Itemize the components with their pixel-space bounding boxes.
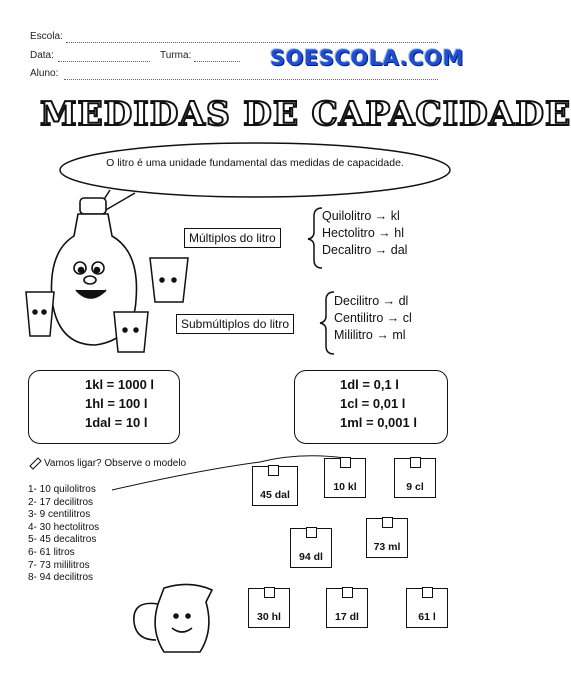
conversion-line: 1hl = 100 l bbox=[85, 396, 148, 411]
date-label: Data: bbox=[30, 50, 54, 61]
pencil-icon bbox=[30, 458, 41, 469]
list-item: 4- 30 hectolitros bbox=[28, 521, 100, 533]
conversion-line: 1cl = 0,01 l bbox=[340, 396, 406, 411]
multiples-label: Múltiplos do litro bbox=[184, 228, 281, 248]
conversion-line: 1kl = 1000 l bbox=[85, 377, 155, 392]
list-item: 2- 17 decilitros bbox=[28, 496, 94, 508]
submultiples-label: Submúltiplos do litro bbox=[176, 314, 294, 334]
submultiple-item: Decilitro → dl bbox=[334, 294, 409, 308]
conversion-line: 1ml = 0,001 l bbox=[340, 415, 417, 430]
jug-drawing bbox=[134, 584, 212, 652]
multiple-item: Quilolitro → kl bbox=[322, 209, 400, 223]
list-item: 1- 10 quilolitros bbox=[28, 484, 96, 495]
activity-instruction: Vamos ligar? Observe o modelo bbox=[44, 458, 187, 469]
submultiple-item: Centilitro → cl bbox=[334, 311, 412, 325]
school-label: Escola: bbox=[30, 31, 63, 42]
answer-card[interactable]: 10 kl bbox=[324, 458, 366, 498]
list-item: 5- 45 decalitros bbox=[28, 534, 97, 546]
conversion-line: 1dal = 10 l bbox=[85, 415, 148, 430]
activity-list bbox=[28, 484, 99, 585]
list-item: 3- 9 centilitros bbox=[28, 509, 91, 521]
student-label: Aluno: bbox=[30, 68, 59, 79]
list-item: 7- 73 mililitros bbox=[28, 559, 90, 571]
multiples-list bbox=[322, 208, 407, 259]
submultiples-list bbox=[334, 293, 412, 344]
class-label: Turma: bbox=[160, 50, 192, 61]
multiples-conversions bbox=[85, 375, 154, 432]
submultiples-conversions bbox=[340, 375, 417, 432]
multiples-brace bbox=[308, 208, 322, 268]
answer-card[interactable]: 17 dl bbox=[326, 588, 368, 628]
answer-card[interactable]: 45 dal bbox=[252, 466, 298, 506]
submultiples-brace bbox=[320, 292, 334, 354]
list-item: 8- 94 decilitros bbox=[28, 572, 94, 584]
intro-text: O litro é uma unidade fundamental das medidas de capacidade. bbox=[106, 157, 404, 169]
speech-bubble bbox=[60, 143, 450, 197]
answer-card[interactable]: 94 dl bbox=[290, 528, 332, 568]
answer-card[interactable]: 61 l bbox=[406, 588, 448, 628]
submultiple-item: Mililitro → ml bbox=[334, 328, 406, 342]
conversion-line: 1dl = 0,1 l bbox=[340, 377, 399, 392]
multiple-item: Hectolitro → hl bbox=[322, 226, 404, 240]
multiple-item: Decalitro → dal bbox=[322, 243, 408, 257]
list-item: 6- 61 litros bbox=[28, 546, 75, 558]
page-title: MEDIDAS DE CAPACIDADE bbox=[40, 94, 571, 133]
answer-card[interactable]: 30 hl bbox=[248, 588, 290, 628]
answer-card[interactable]: 9 cl bbox=[394, 458, 436, 498]
answer-card[interactable]: 73 ml bbox=[366, 518, 408, 558]
site-logo: SOESCOLA.COM bbox=[270, 46, 464, 70]
